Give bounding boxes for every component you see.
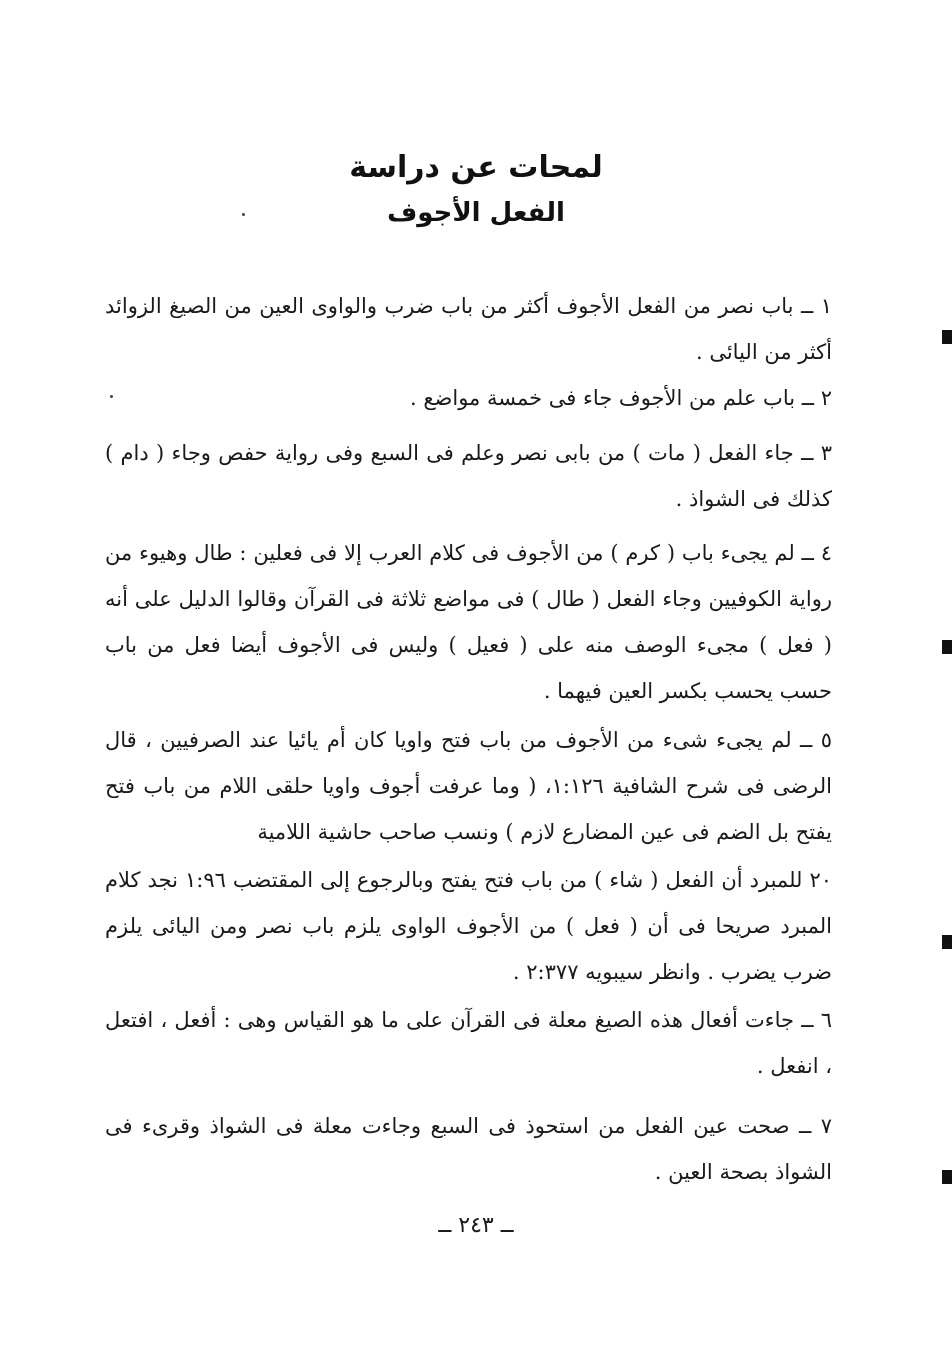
- paragraph-2: ٢ ــ باب علم من الأجوف جاء فى خمسة مواضع .: [410, 386, 832, 410]
- scan-speck: [242, 213, 245, 216]
- paragraph-5: ٥ ــ لم يجىء شىء من الأجوف من باب فتح واويا كان أم يائيا عند الصرفيين ، قال الرضى فى شرح الشافية ١:١٢٦، ( وما عرفت أجوف واويا حلقى اللام من باب فتح يفتح بل الضم فى عين المضارع لازم ) ونسب صاحب حاشية اللامية: [105, 728, 832, 844]
- page-subtitle: الفعل الأجوف: [387, 198, 565, 228]
- scan-edge-mark: [942, 935, 952, 949]
- scan-speck: [110, 395, 113, 398]
- page-title: لمحات عن دراسة: [349, 150, 603, 185]
- scan-edge-mark: [942, 640, 952, 654]
- paragraph-4: ٤ ــ لم يجىء باب ( كرم ) من الأجوف فى كلام العرب إلا فى فعلين : طال وهيوء من رواية الكوفيين وجاء الفعل ( طال ) فى مواضع ثلاثة فى القرآن وقالوا الدليل على أنه ( فعل ) مجىء الوصف منه على ( فعيل ) وليس فى الأجوف أيضا فعل من باب حسب يحسب بكسر العين فيهما .: [105, 541, 832, 703]
- page-number: ــ ٢٤٣ ــ: [438, 1213, 514, 1238]
- scan-edge-mark: [942, 330, 952, 344]
- scan-edge-mark: [942, 1170, 952, 1184]
- paragraph-7: ٧ ــ صحت عين الفعل من استحوذ فى السبع وجاءت معلة فى الشواذ وقرىء فى الشواذ بصحة العين .: [105, 1114, 832, 1184]
- paragraph-1: ١ ــ باب نصر من الفعل الأجوف أكثر من باب ضرب والواوى العين من الصيغ الزوائد أكثر من اليائى .: [105, 294, 832, 364]
- paragraph-6: ٦ ــ جاءت أفعال هذه الصيغ معلة فى القرآن على ما هو القياس وهى : أفعل ، افتعل ، انفعل .: [105, 1008, 832, 1078]
- paragraph-5-continued: ٢٠ للمبرد أن الفعل ( شاء ) من باب فتح يفتح وبالرجوع إلى المقتضب ١:٩٦ نجد كلام المبرد صريحا فى أن ( فعل ) من الأجوف الواوى يلزم باب نصر ومن اليائى يلزم ضرب يضرب . وانظر سيبويه ٢:٣٧٧ .: [105, 868, 832, 984]
- paragraph-3: ٣ ــ جاء الفعل ( مات ) من بابى نصر وعلم فى السبع وفى رواية حفص وجاء ( دام ) كذلك فى الشواذ .: [105, 441, 832, 511]
